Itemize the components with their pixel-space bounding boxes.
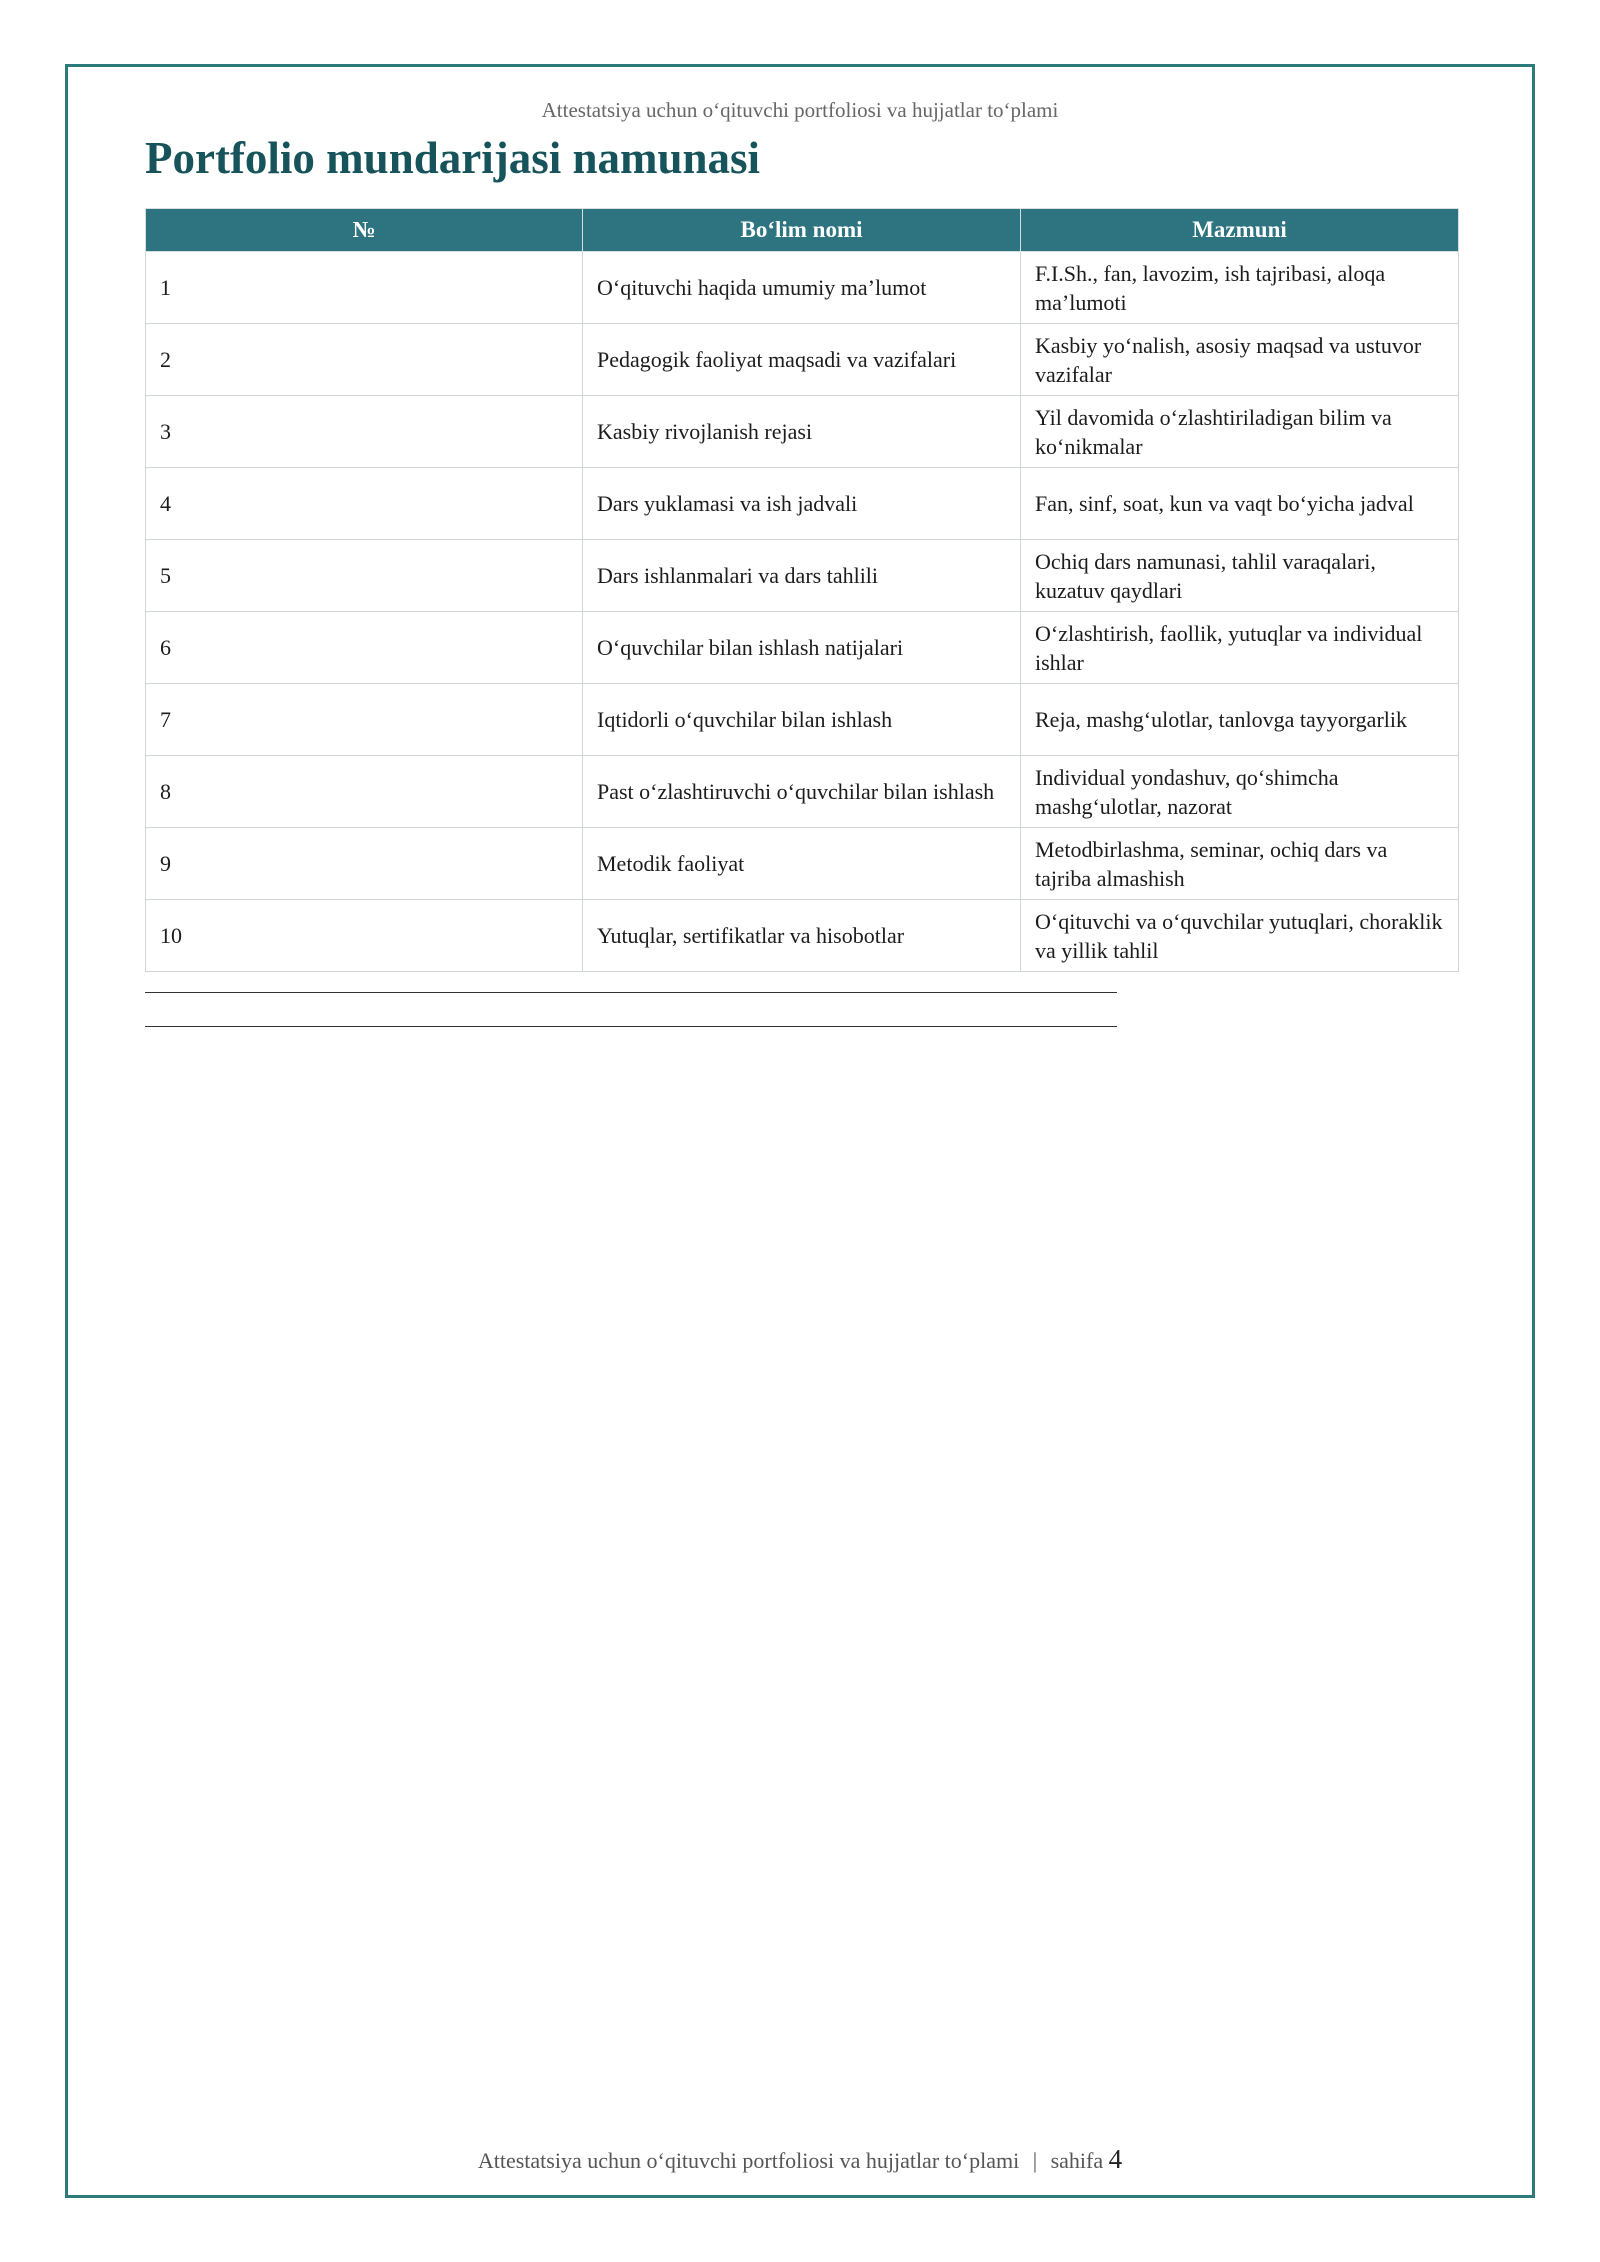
portfolio-contents-table — [145, 208, 1459, 972]
cell-content: Yil davomida o‘zlashtiriladigan bilim va ko‘nikmalar — [1021, 396, 1459, 468]
cell-section-name: O‘qituvchi haqida umumiy ma’lumot — [583, 252, 1021, 324]
table-row — [146, 468, 1459, 540]
cell-content: Kasbiy yo‘nalish, asosiy maqsad va ustuvor vazifalar — [1021, 324, 1459, 396]
table-row — [146, 684, 1459, 756]
cell-number: 8 — [146, 756, 583, 828]
column-header-section-name: Bo‘lim nomi — [583, 209, 1021, 252]
running-header: Attestatsiya uchun o‘qituvchi portfoliosi va hujjatlar to‘plami — [541, 98, 1059, 122]
column-header-content: Mazmuni — [1021, 209, 1459, 252]
cell-number: 6 — [146, 612, 583, 684]
cell-content: O‘qituvchi va o‘quvchilar yutuqlari, choraklik va yillik tahlil — [1021, 900, 1459, 972]
table-row — [146, 612, 1459, 684]
cell-content: O‘zlashtirish, faollik, yutuqlar va individual ishlar — [1021, 612, 1459, 684]
cell-section-name: Kasbiy rivojlanish rejasi — [583, 396, 1021, 468]
cell-content: Ochiq dars namunasi, tahlil varaqalari, kuzatuv qaydlari — [1021, 540, 1459, 612]
cell-number: 5 — [146, 540, 583, 612]
cell-content: Metodbirlashma, seminar, ochiq dars va tajriba almashish — [1021, 828, 1459, 900]
footer-text: Attestatsiya uchun o‘qituvchi portfoliosi va hujjatlar to‘plami — [477, 2148, 1020, 2173]
cell-section-name: Metodik faoliyat — [583, 828, 1021, 900]
cell-number: 10 — [146, 900, 583, 972]
cell-section-name: Past o‘zlashtiruvchi o‘quvchilar bilan ishlash — [583, 756, 1021, 828]
footer-page-label: sahifa — [1050, 2148, 1104, 2173]
page-title: Portfolio mundarijasi namunasi — [145, 133, 761, 183]
cell-content: Reja, mashg‘ulotlar, tanlovga tayyorgarlik — [1021, 684, 1459, 756]
cell-section-name: Yutuqlar, sertifikatlar va hisobotlar — [583, 900, 1021, 972]
table-row — [146, 396, 1459, 468]
table-header-row — [146, 209, 1459, 252]
cell-number: 4 — [146, 468, 583, 540]
cell-content: Fan, sinf, soat, kun va vaqt bo‘yicha jadval — [1021, 468, 1459, 540]
cell-number: 2 — [146, 324, 583, 396]
table-row — [146, 900, 1459, 972]
cell-content: Individual yondashuv, qo‘shimcha mashg‘ulotlar, nazorat — [1021, 756, 1459, 828]
cell-section-name: Dars yuklamasi va ish jadvali — [583, 468, 1021, 540]
signature-line-2 — [145, 1026, 1117, 1027]
page-footer — [0, 2144, 1600, 2175]
footer-page-number: 4 — [1108, 2144, 1123, 2174]
table-row — [146, 252, 1459, 324]
cell-content: F.I.Sh., fan, lavozim, ish tajribasi, aloqa ma’lumoti — [1021, 252, 1459, 324]
cell-section-name: O‘quvchilar bilan ishlash natijalari — [583, 612, 1021, 684]
signature-line-1 — [145, 992, 1117, 993]
cell-section-name: Dars ishlanmalari va dars tahlili — [583, 540, 1021, 612]
table-row — [146, 324, 1459, 396]
table-row — [146, 756, 1459, 828]
column-header-number: № — [146, 209, 583, 252]
footer-separator: | — [1032, 2148, 1038, 2173]
cell-section-name: Iqtidorli o‘quvchilar bilan ishlash — [583, 684, 1021, 756]
table-row — [146, 828, 1459, 900]
cell-number: 7 — [146, 684, 583, 756]
cell-number: 1 — [146, 252, 583, 324]
cell-section-name: Pedagogik faoliyat maqsadi va vazifalari — [583, 324, 1021, 396]
cell-number: 3 — [146, 396, 583, 468]
cell-number: 9 — [146, 828, 583, 900]
table-row — [146, 540, 1459, 612]
